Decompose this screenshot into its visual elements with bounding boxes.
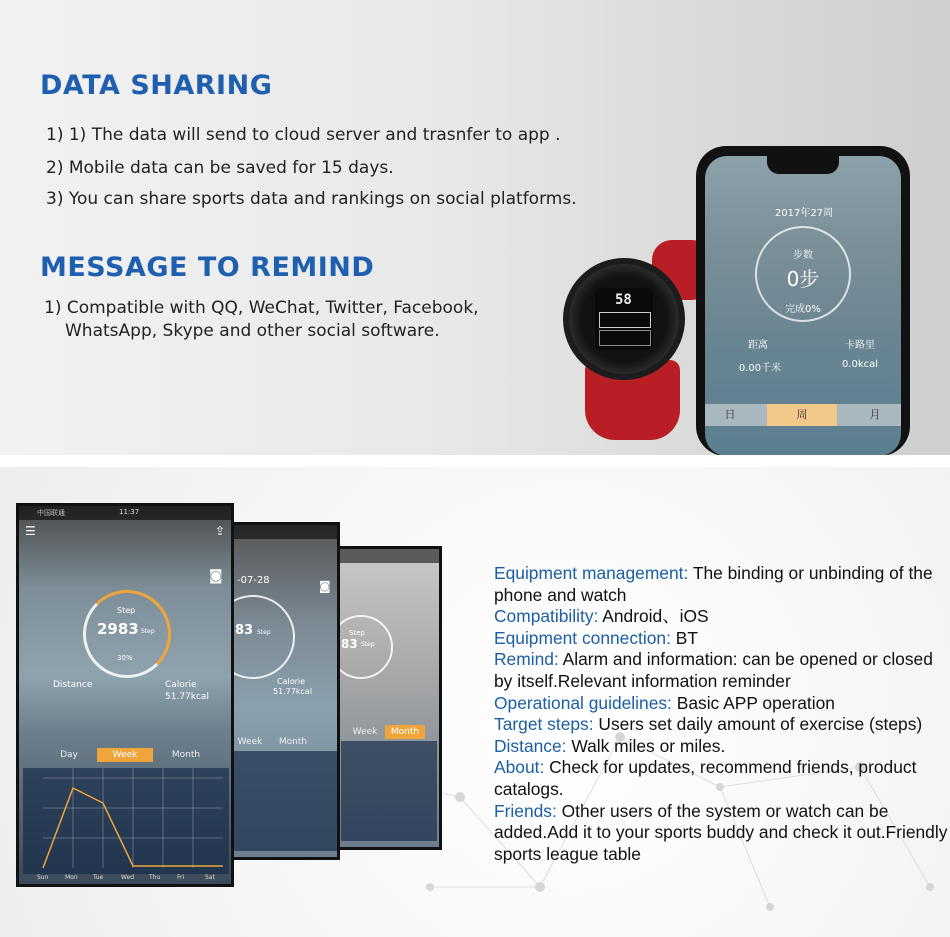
phone-left-carrier: 中国联通 [37,509,65,517]
feature-key: Distance: [494,735,567,756]
feature-text: Android、iOS [598,606,709,627]
feature-item [494,801,949,866]
message-remind-line-1: 1) Compatible with QQ, WeChat, Twitter, Facebook, [44,298,479,318]
data-sharing-banner [0,0,950,455]
phone-left-tab-day[interactable]: Day [60,750,78,760]
feature-item [494,606,949,628]
feature-key: Equipment connection: [494,627,671,648]
phone-right-tab-week[interactable]: Week [352,727,378,737]
feature-key: Compatibility: [494,606,599,627]
feature-key: Target steps: [494,714,594,735]
watch-display [595,288,653,350]
feature-text: Users set daily amount of exercise (steps) [593,714,923,735]
phone-top-calorie-value: 0.0kcal [841,359,879,370]
data-sharing-item-3: 3) You can share sports data and rankings on social platforms. [46,189,577,209]
feature-text: Check for updates, recommend friends, product catalogs. [494,757,917,799]
phone-notch [767,156,839,174]
section-divider [0,455,950,467]
step-chart-line-icon [23,768,229,874]
phone-mid [228,522,340,860]
phone-mid-step-unit: Step [257,629,271,636]
phone-mid-calorie-label: Calorie [277,677,306,686]
phone-top-screen [705,156,901,456]
phone-right-chart [341,741,437,841]
phone-left-tab-week[interactable]: Week [97,748,153,762]
phone-mid-chart [233,751,337,851]
phone-mid-status-bar [231,525,337,539]
watch-time-icon [599,312,651,328]
camera-icon[interactable]: ◙ [319,579,331,593]
axis-day-tue: Tue [93,874,104,881]
share-icon[interactable]: ⇪ [215,524,226,538]
phone-top-steps-value: 0步 [786,267,820,291]
feature-text: Other users of the system or watch can be added.Add it to your sports buddy and check it out.Friendly sports league table [494,800,948,864]
data-sharing-item-1: 1) 1) The data will send to cloud server and trasnfer to app . [46,125,561,145]
message-remind-line-2: WhatsApp, Skype and other social software. [65,321,440,341]
feature-list [494,563,949,865]
phone-top [696,146,910,456]
feature-item [494,757,949,800]
feature-key: Friends: [494,800,557,821]
feature-key: Operational guidelines: [494,692,672,713]
phone-top-calorie-label: 卡路里 [845,340,875,351]
feature-text: Walk miles or miles. [566,735,726,756]
phone-top-distance-value: 0.00千米 [738,363,782,374]
phone-top-completion: 完成0% [785,304,821,315]
feature-text: Basic APP operation [671,692,835,713]
phone-mid-date: -07-28 [237,575,270,586]
phone-left-day-axis [33,874,233,886]
axis-day-sun: Sun [37,874,49,881]
phone-left-step-value: 2983 [97,620,139,638]
camera-icon[interactable]: ◙ [209,568,223,584]
phone-top-steps-label: 步数 [793,250,813,261]
phone-left-time: 11:37 [119,508,140,516]
phone-right-step-label: Step [349,629,365,637]
phone-left-chart [23,768,229,874]
axis-day-mon: Mon [65,874,78,881]
tab-day[interactable]: 日 [724,408,736,421]
phone-mid-tab-week[interactable]: Week [237,737,263,747]
axis-day-thu: Thu [149,874,161,881]
phone-mid-step-value: 83 [235,623,254,638]
tab-week[interactable]: 周 [767,404,837,426]
watch-date-icon [599,330,651,346]
feature-item [494,693,949,715]
phone-left [16,503,234,887]
feature-item [494,563,949,606]
phone-left-status-bar [19,506,231,520]
feature-item [494,649,949,692]
feature-item [494,736,949,758]
feature-item [494,628,949,650]
phone-left-tab-month[interactable]: Month [171,750,201,760]
phone-top-tabbar [705,404,901,426]
feature-text: BT [670,627,698,648]
phone-mid-tab-month[interactable]: Month [278,737,308,747]
feature-item [494,714,949,736]
menu-icon[interactable]: ☰ [25,524,36,538]
phone-left-step-label: Step [117,606,136,615]
axis-day-wed: Wed [121,874,135,881]
smartwatch [563,258,685,380]
feature-key: Remind: [494,649,559,670]
phone-left-percent: 30% [117,654,133,662]
feature-key: About: [494,757,545,778]
feature-text: Alarm and information: can be opened or closed by itself.Relevant information reminder [494,649,933,691]
phone-top-distance-label: 距离 [748,340,768,351]
axis-day-sat: Sat [205,874,215,881]
feature-text: The binding or unbinding of the phone and watch [494,563,933,605]
phone-right-tab-month[interactable]: Month [385,725,425,739]
phone-left-distance-label: Distance [53,680,93,690]
feature-key: Equipment management: [494,563,689,583]
axis-day-fri: Fri [177,874,185,881]
phone-left-step-unit: Step [141,628,155,635]
message-remind-heading: MESSAGE TO REMIND [40,252,375,283]
phone-right [334,546,442,850]
phone-top-date: 2017年27周 [774,208,834,219]
phone-right-status-bar [337,549,439,563]
data-sharing-heading: DATA SHARING [40,70,273,101]
phone-left-calorie-label: Calorie [165,680,197,690]
phone-left-calorie-value: 51.77kcal [165,692,209,702]
phone-mid-calorie-value: 51.77kcal [273,687,313,696]
phone-right-step-value: 83 [341,637,358,651]
tab-month[interactable]: 月 [869,408,881,421]
phone-right-step-unit: Step [361,641,375,648]
data-sharing-item-2: 2) Mobile data can be saved for 15 days. [46,158,394,178]
watch-digit-icon: 58 [615,292,632,308]
